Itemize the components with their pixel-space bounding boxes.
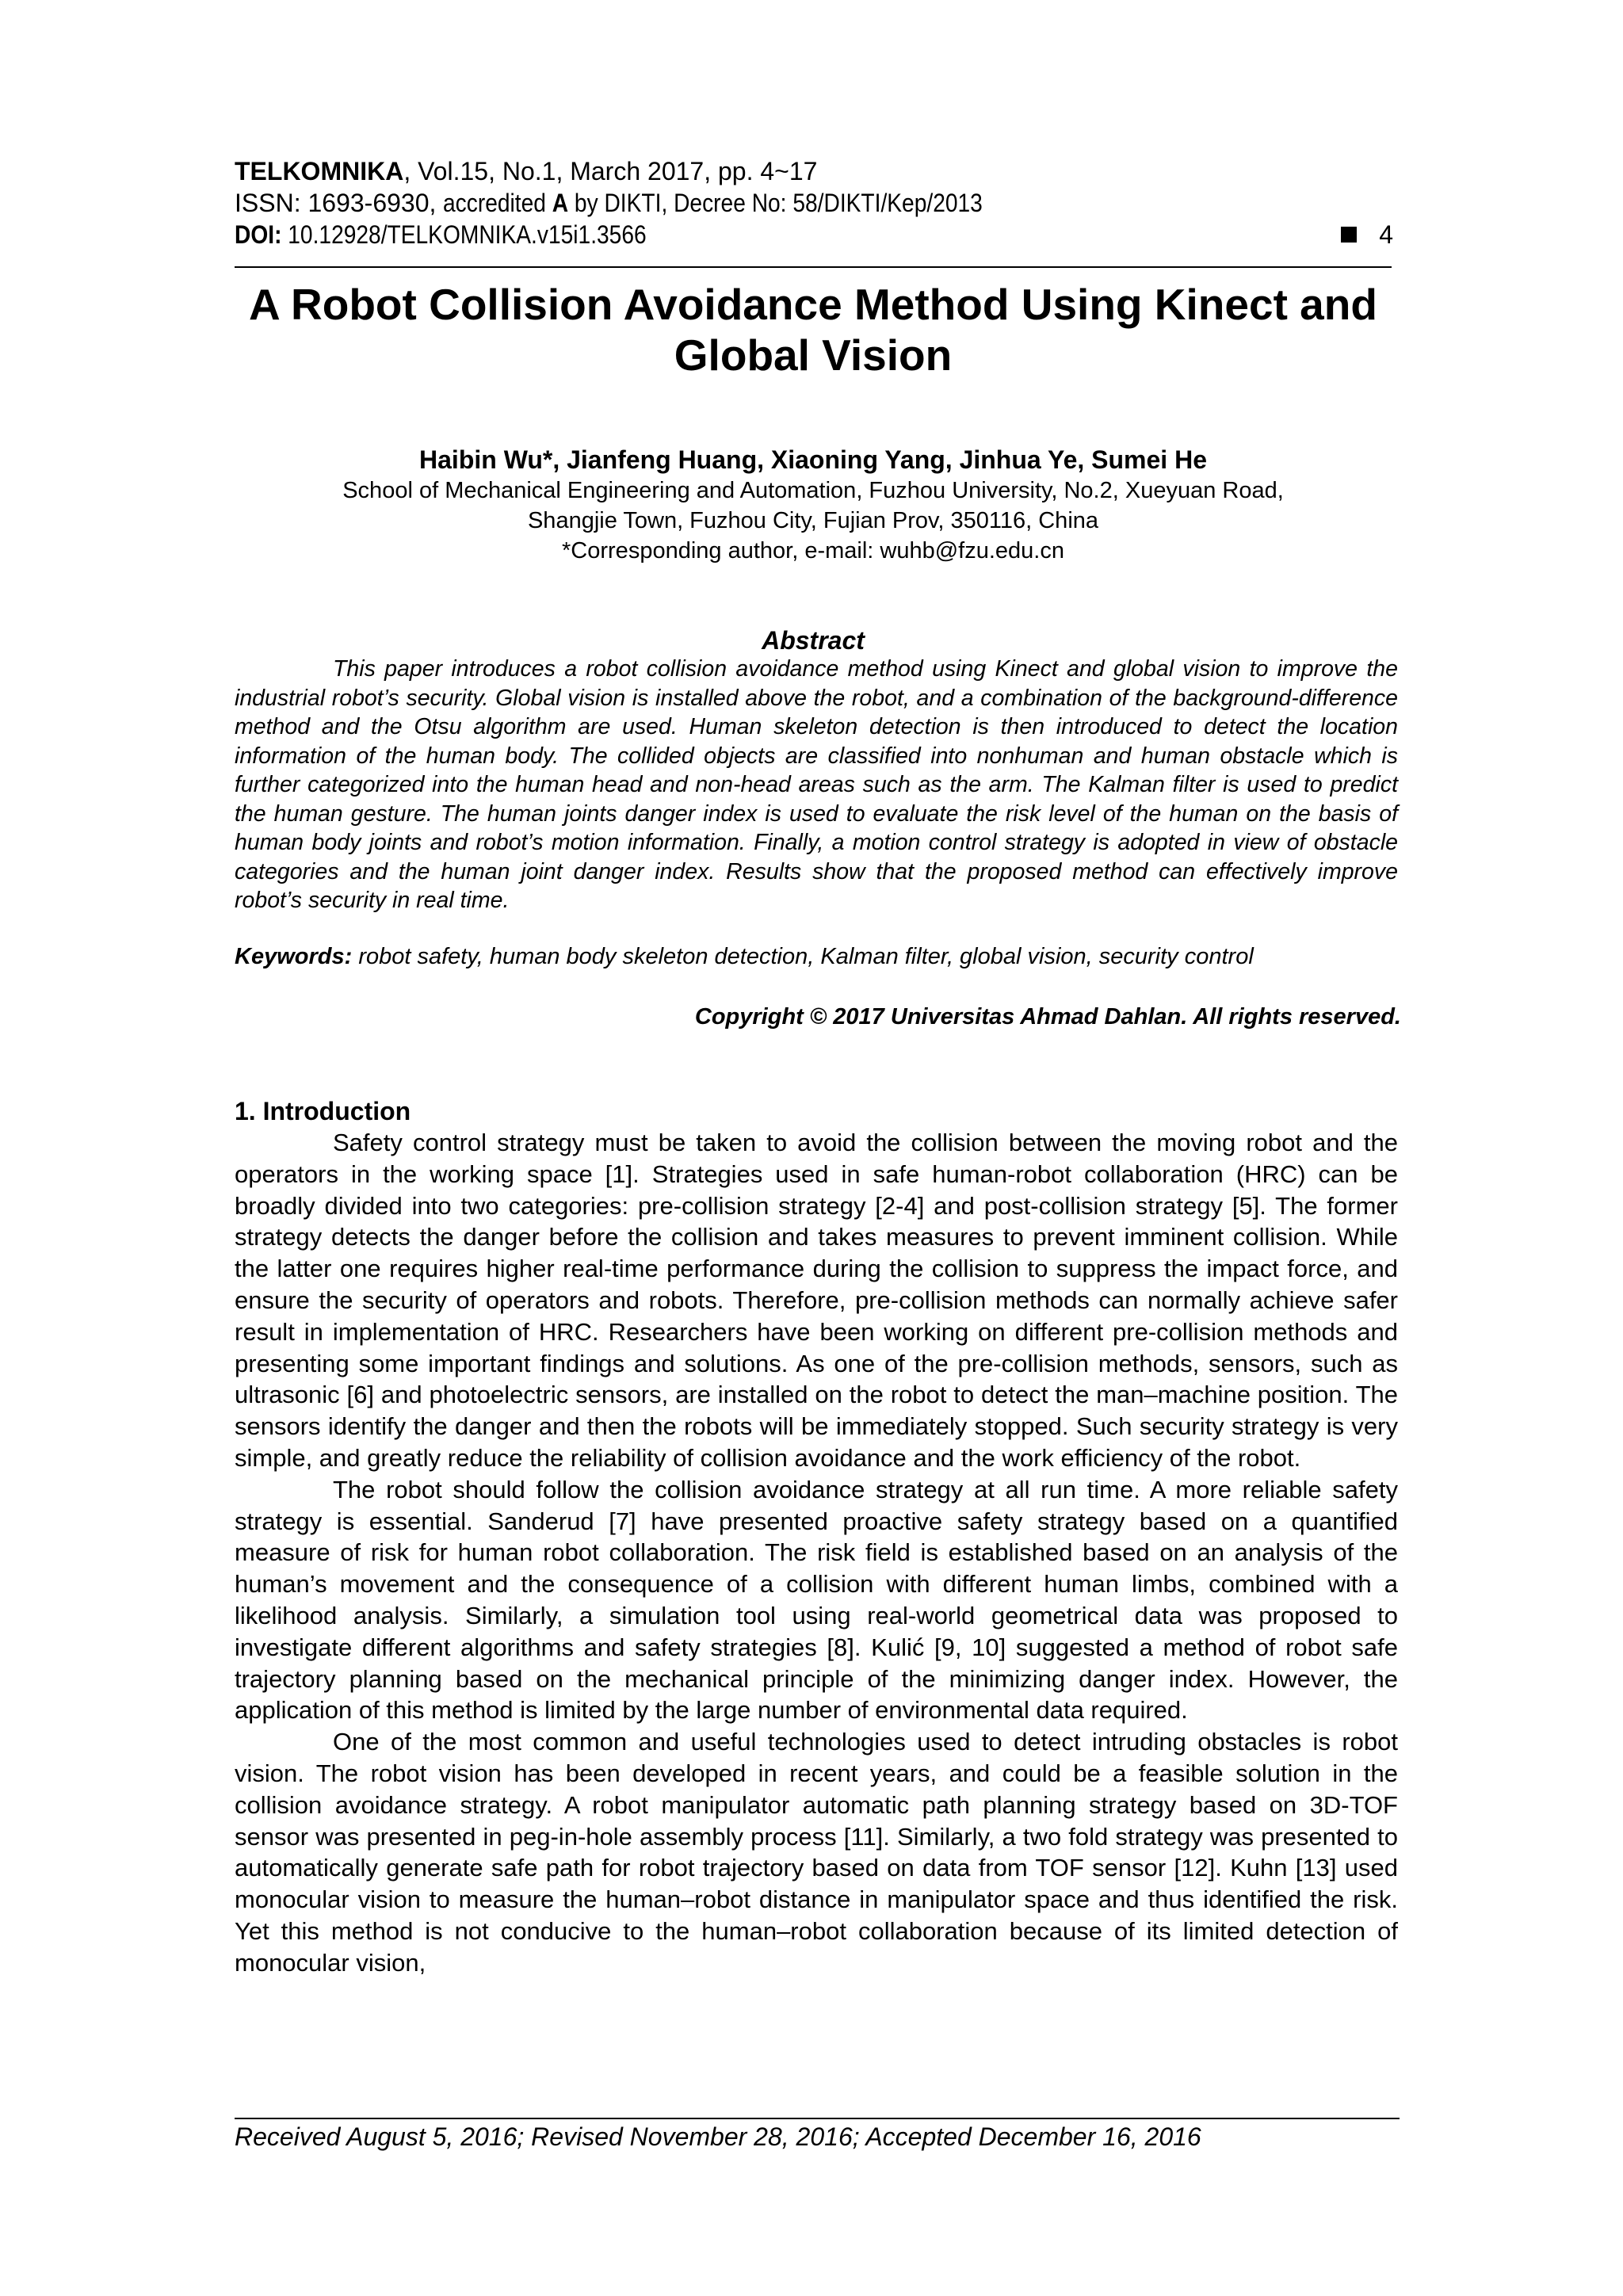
page-number [1341,219,1393,250]
received-dates: Received August 5, 2016; Revised November 28, 2016; Accepted December 16, 2016 [235,2122,1201,2151]
issn-accredited-word: accredited [443,189,553,217]
doi-label: DOI: [235,220,282,249]
section-body [235,1127,1398,1979]
issn-accredited-grade: A [552,189,569,217]
footer-rule [235,2118,1400,2119]
issn-accreditation [443,187,983,219]
issn-line [235,187,1392,219]
doi-text [235,219,647,250]
page-number-value: 4 [1379,220,1393,249]
affiliation-line-1: School of Mechanical Engineering and Automation, Fuzhou University, No.2, Xueyuan Road, [342,478,1284,503]
issn-number: ISSN: 1693-6930, [235,189,444,217]
issn-decree: by DIKTI, Decree No: 58/DIKTI/Kep/2013 [568,189,983,217]
paper-title: A Robot Collision Avoidance Method Using Kinect and Global Vision [249,280,1377,380]
corresponding-author: *Corresponding author, e-mail: wuhb@fzu.edu.cn [562,538,1064,563]
journal-line [235,155,1392,187]
running-header [235,155,1392,250]
abstract-text: This paper introduces a robot collision avoidance method using Kinect and global vision to improve the industrial robot’s security. Global vision is installed above the robot, and a combination of the background-difference method and the Otsu algorithm are used. Human skeleton detection is then introduced to detect the location information of the human body. The collided objects are classified into nonhuman and human obstacle which is further categorized into the human head and non-head areas such as the arm. The Kalman filter is used to predict the human gesture. The human joints danger index is used to evaluate the risk level of the human on the basis of human body joints and robot’s motion information. Finally, a motion control strategy is adopted in view of obstacle categories and the human joint danger index. Results show that the proposed method can effectively improve robot’s security in real time. [235,656,1398,913]
header-rule [235,266,1392,268]
journal-issue: , Vol.15, No.1, March 2017, pp. 4~17 [403,157,818,185]
affiliation [235,476,1392,566]
paragraph: Safety control strategy must be taken to avoid the collision between the moving robot and the operators in the working space [1]. Strategies used in safe human-robot collaboration (HRC) can be broadly divided into two categories: pre-collision strategy [2-4] and post-collision strategy [5]. The former strategy detects the danger before the collision and takes measures to prevent imminent collision. While the latter one requires higher real-time performance during the collision to suppress the impact force, and ensure the security of operators and robots. Therefore, pre-collision methods can normally achieve safer result in implementation of HRC. Researchers have been working on different pre-collision methods and presenting some important findings and solutions. As one of the pre-collision methods, sensors, such as ultrasonic [6] and photoelectric sensors, are installed on the robot to detect the man–machine position. The sensors identify the danger and then the robots will be immediately stopped. Such security strategy is very simple, and greatly reduce the reliability of collision avoidance and the work efficiency of the robot. [235,1129,1398,1472]
author-list: Haibin Wu*, Jianfeng Huang, Xiaoning Yang, Jinhua Ye, Sumei He [419,445,1207,474]
keywords [235,942,1400,972]
abstract-heading: Abstract [762,626,865,655]
abstract-body [235,655,1398,915]
paragraph: The robot should follow the collision avoidance strategy at all run time. A more reliable safety strategy is essential. Sanderud [7] have presented proactive safety strategy based on a quantified measure of risk for human robot collaboration. The risk field is established based on an analysis of the human’s movement and the consequence of a collision with different human limbs, combined with a likelihood analysis. Similarly, a simulation tool using real-world geometrical data was proposed to investigate different algorithms and safety strategies [8]. Kulić [9, 10] suggested a method of robot safe trajectory planning based on the mechanical principle of the minimizing danger index. However, the application of this method is limited by the large number of environmental data required. [235,1475,1398,1725]
keywords-list: robot safety, human body skeleton detection, Kalman filter, global vision, security control [352,944,1254,969]
square-bullet-icon [1341,227,1357,243]
section-heading: 1. Introduction [235,1097,411,1125]
copyright-notice: Copyright © 2017 Universitas Ahmad Dahlan. All rights reserved. [694,1004,1401,1030]
doi-value[interactable]: 10.12928/TELKOMNIKA.v15i1.3566 [281,220,647,249]
doi-line [235,219,1392,250]
paragraph: One of the most common and useful technologies used to detect intruding obstacles is robot vision. The robot vision has been developed in recent years, and could be a feasible solution in the collision avoidance strategy. A robot manipulator automatic path planning strategy based on 3D-TOF sensor was presented in peg-in-hole assembly process [11]. Similarly, a two fold strategy was presented to automatically generate safe path for robot trajectory based on data from TOF sensor [12]. Kuhn [13] used monocular vision to measure the human–robot distance in manipulator space and thus identified the risk. Yet this method is not conducive to the human–robot collaboration because of its limited detection of monocular vision, [235,1728,1398,1977]
affiliation-line-2: Shangjie Town, Fuzhou City, Fujian Prov, 350116, China [527,508,1099,533]
journal-name: TELKOMNIKA [235,157,404,185]
keywords-label: Keywords: [235,944,353,969]
